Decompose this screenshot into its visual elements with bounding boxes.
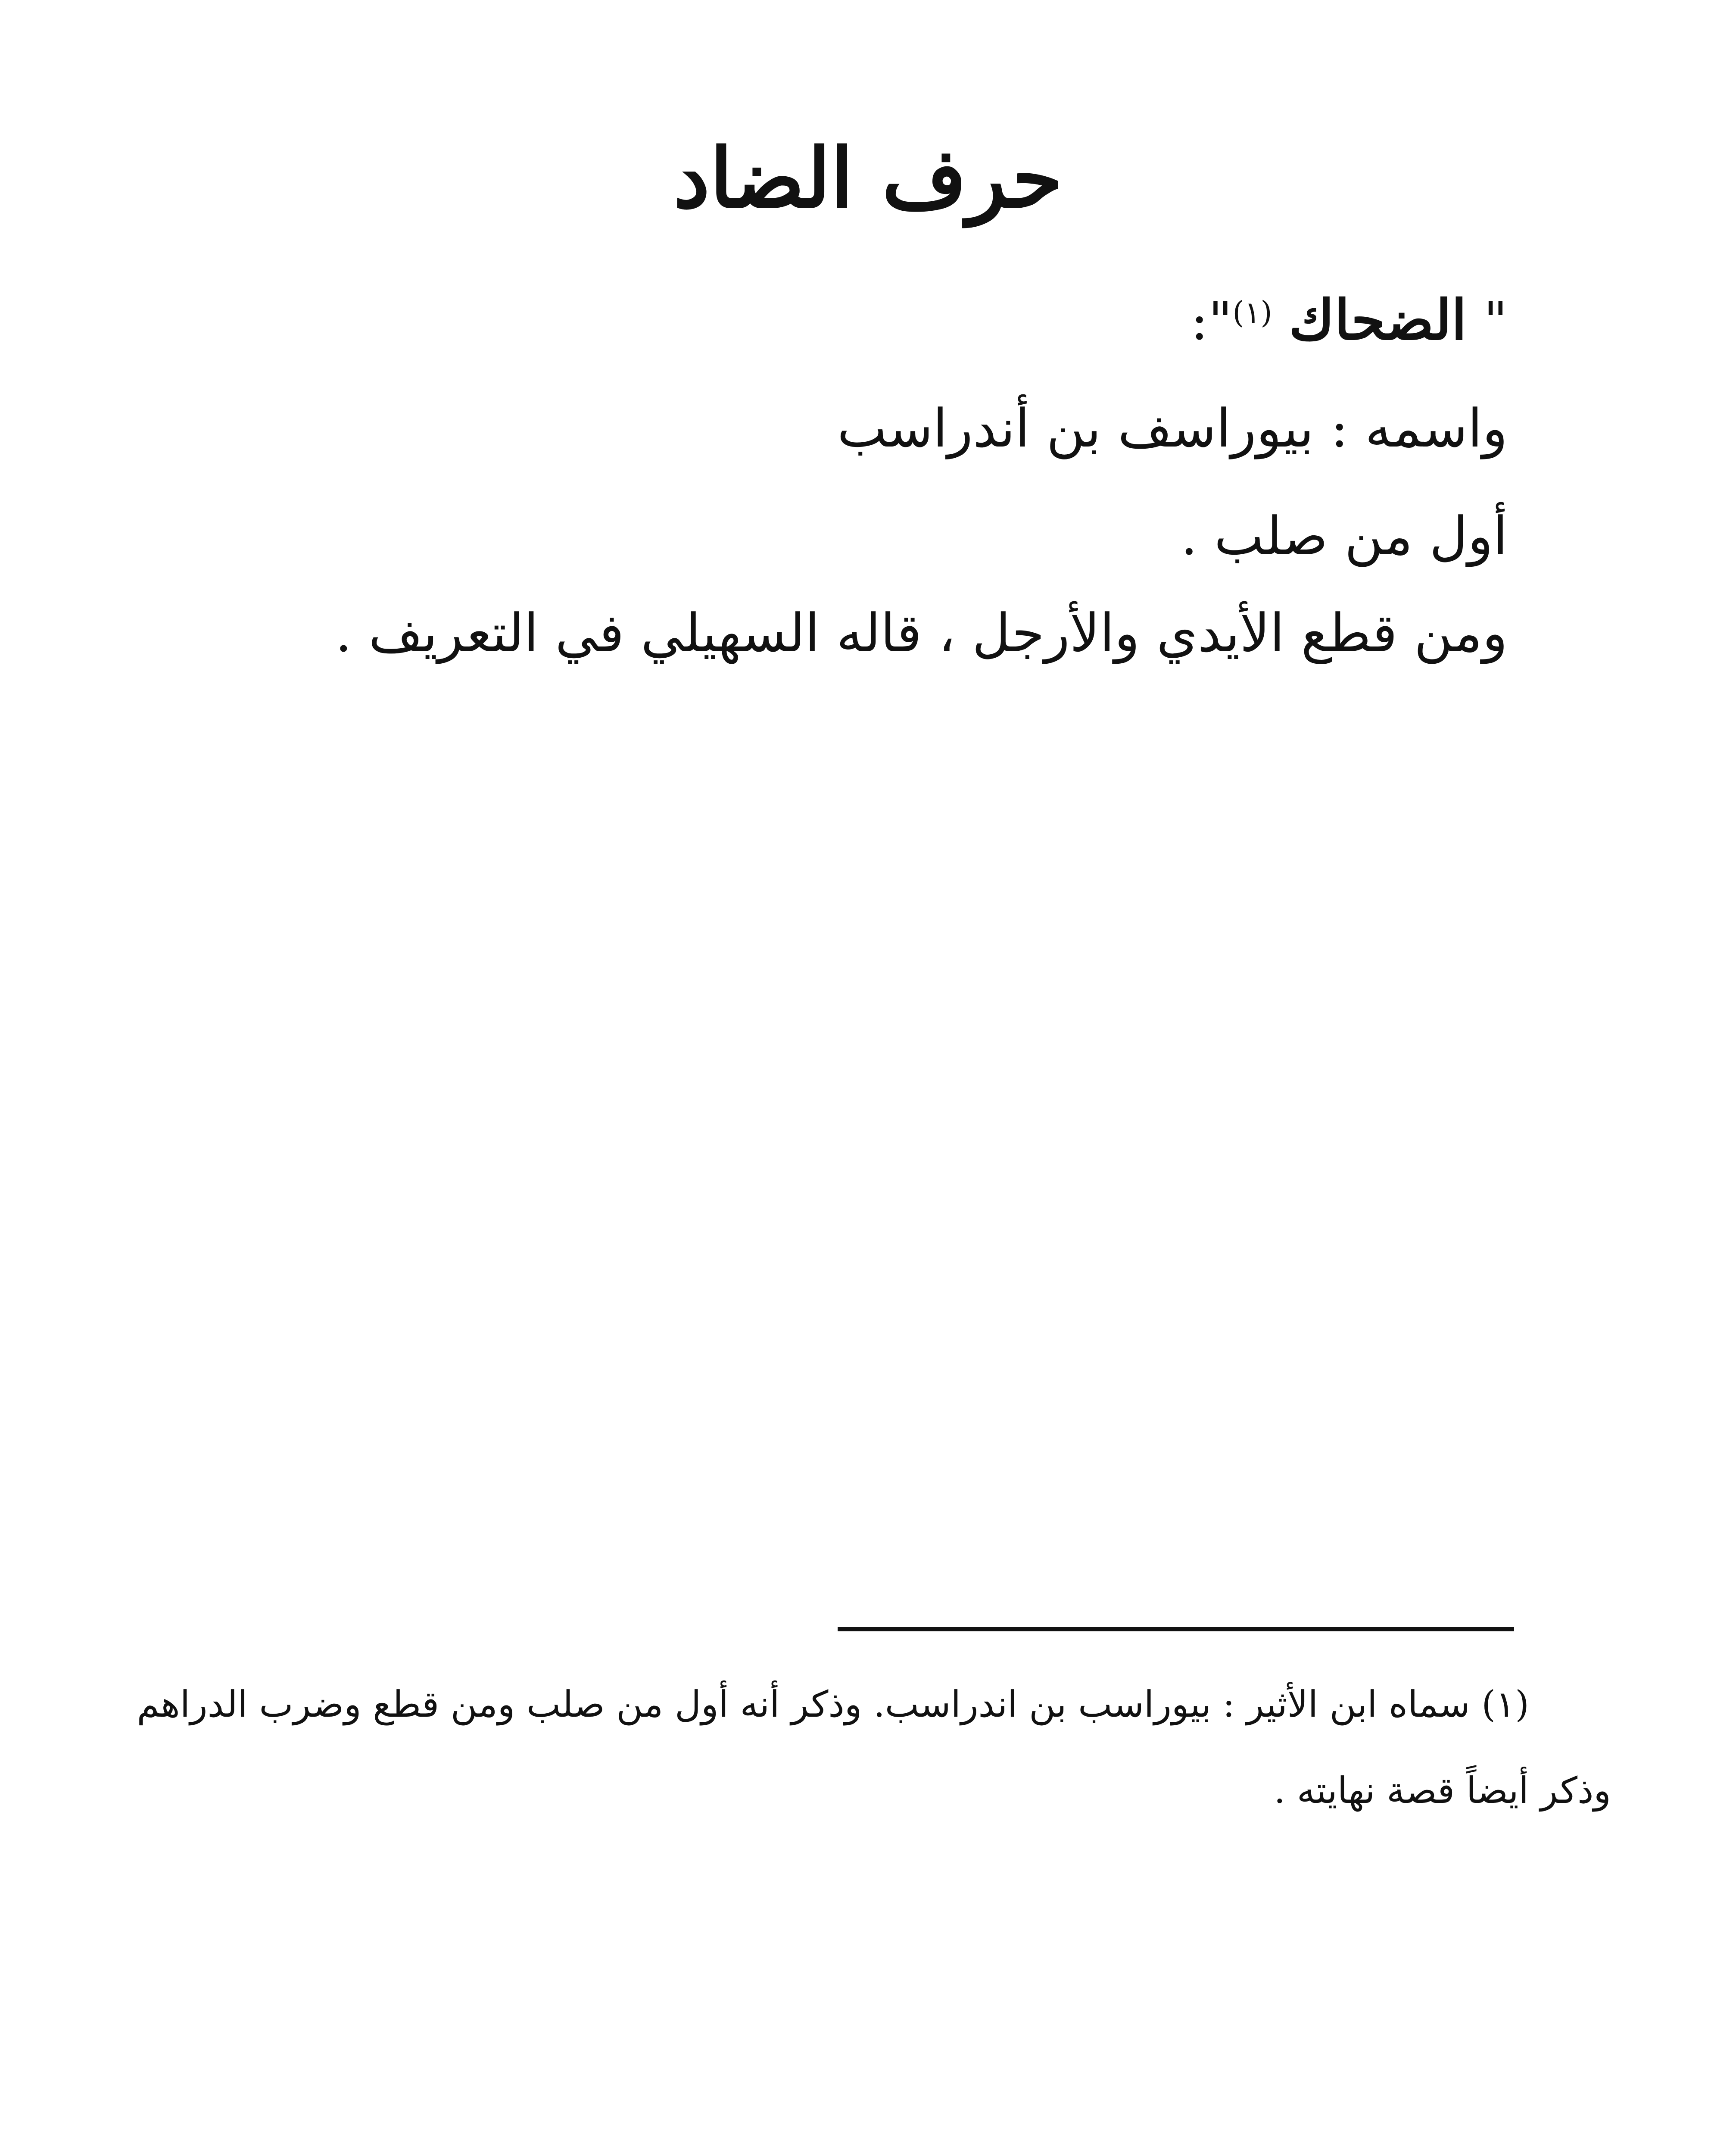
entry-line-crucifixion: أول من صلب . (1181, 506, 1508, 567)
entry-heading (215, 284, 1508, 356)
quote-close: ": (1191, 290, 1233, 352)
footnote-marker: (١) (1232, 295, 1272, 330)
footnote-line: وذكر أيضاً قصة نهايته . (1274, 1769, 1611, 1811)
entry-line-amputation: ومن قطع الأيدي والأرجل ، قاله السهيلي في التعريف . (335, 603, 1508, 664)
entry-name: الضحاك (1289, 288, 1467, 353)
entry-line-name: واسمه : بيوراسف بن أندراسب (837, 398, 1508, 459)
quote-open: " (1483, 290, 1508, 352)
chapter-title: حرف الضاد (673, 130, 1063, 226)
footnote-line: (١) سماه ابن الأثير : بيوراسب بن اندراسب. وذكر أنه أول من صلب ومن قطع وضرب الدراهم (137, 1683, 1529, 1725)
footnote-separator (838, 1627, 1514, 1631)
